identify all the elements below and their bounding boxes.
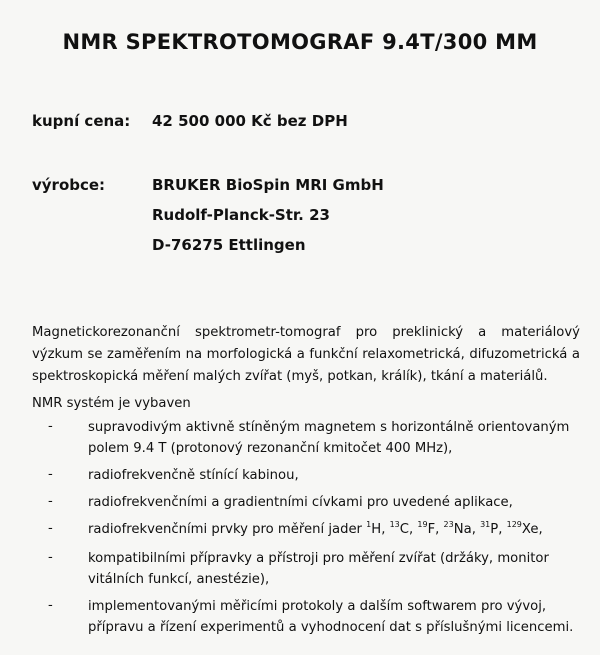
- isotope-symbol: F: [427, 522, 436, 537]
- isotope-separator: ,: [471, 522, 481, 537]
- nuclei-list: [366, 522, 542, 537]
- manufacturer-street: Rudolf-Planck-Str. 23: [152, 206, 330, 224]
- isotope-separator: ,: [408, 522, 418, 537]
- bullet-dash: -: [48, 467, 53, 482]
- isotope-separator: ,: [435, 522, 444, 537]
- list-item-cabin: radiofrekvenčně stínící kabinou,: [88, 468, 299, 483]
- price-label: kupní cena:: [32, 112, 131, 130]
- isotope-symbol: Xe: [521, 522, 539, 537]
- equipment-intro: NMR systém je vybaven: [32, 396, 191, 411]
- bullet-dash: -: [48, 494, 53, 509]
- isotope-mass-number: 129: [506, 520, 522, 529]
- isotope-symbol: Na: [453, 522, 472, 537]
- description-paragraph: Magnetickorezonanční spektrometr-tomograf pro preklinický a materiálový výzkum se zaměřením na morfologická a funkční relaxometrická, difuzometrická a spektroskopická měření malých zvířat (myš, potkan, králík), tkání a materiálů.: [32, 325, 580, 384]
- isotope-mass-number: 23: [443, 520, 454, 529]
- isotope-separator: ,: [538, 522, 543, 537]
- manufacturer-city: D-76275 Ettlingen: [152, 236, 306, 254]
- bullet-dash: -: [48, 419, 53, 434]
- bullet-dash: -: [48, 521, 53, 536]
- nuclei-prefix: radiofrekvenčními prvky pro měření jader: [88, 522, 367, 537]
- isotope-mass-number: 1: [366, 520, 372, 529]
- manufacturer-label: výrobce:: [32, 176, 106, 194]
- page-title: NMR SPEKTROTOMOGRAF 9.4T/300 MM: [62, 30, 538, 54]
- list-item-nuclei: [88, 519, 580, 540]
- isotope-symbol: C: [399, 522, 409, 537]
- isotope-separator: ,: [381, 522, 390, 537]
- isotope-mass-number: 31: [480, 520, 491, 529]
- isotope-separator: ,: [498, 522, 507, 537]
- isotope-mass-number: 19: [417, 520, 428, 529]
- bullet-dash: -: [48, 598, 53, 613]
- isotope-symbol: H: [371, 522, 382, 537]
- list-item-animal-equipment: kompatibilními přípravky a přístroji pro měření zvířat (držáky, monitor vitálních funkcí, anestézie),: [88, 551, 549, 587]
- price-value: 42 500 000 Kč bez DPH: [152, 112, 348, 130]
- isotope-symbol: P: [490, 522, 499, 537]
- list-item-coils: radiofrekvenčními a gradientními cívkami pro uvedené aplikace,: [88, 495, 513, 510]
- isotope-mass-number: 13: [389, 520, 400, 529]
- list-item-software: implementovanými měřicími protokoly a dalším softwarem pro vývoj, přípravu a řízení experimentů a vyhodnocení dat s příslušnými licencemi.: [88, 599, 574, 635]
- manufacturer-name: BRUKER BioSpin MRI GmbH: [152, 176, 384, 194]
- bullet-dash: -: [48, 550, 53, 565]
- list-item-magnet: supravodivým aktivně stíněným magnetem s horizontálně orientovaným polem 9.4 T (protonový rezonanční kmitočet 400 MHz),: [88, 420, 570, 456]
